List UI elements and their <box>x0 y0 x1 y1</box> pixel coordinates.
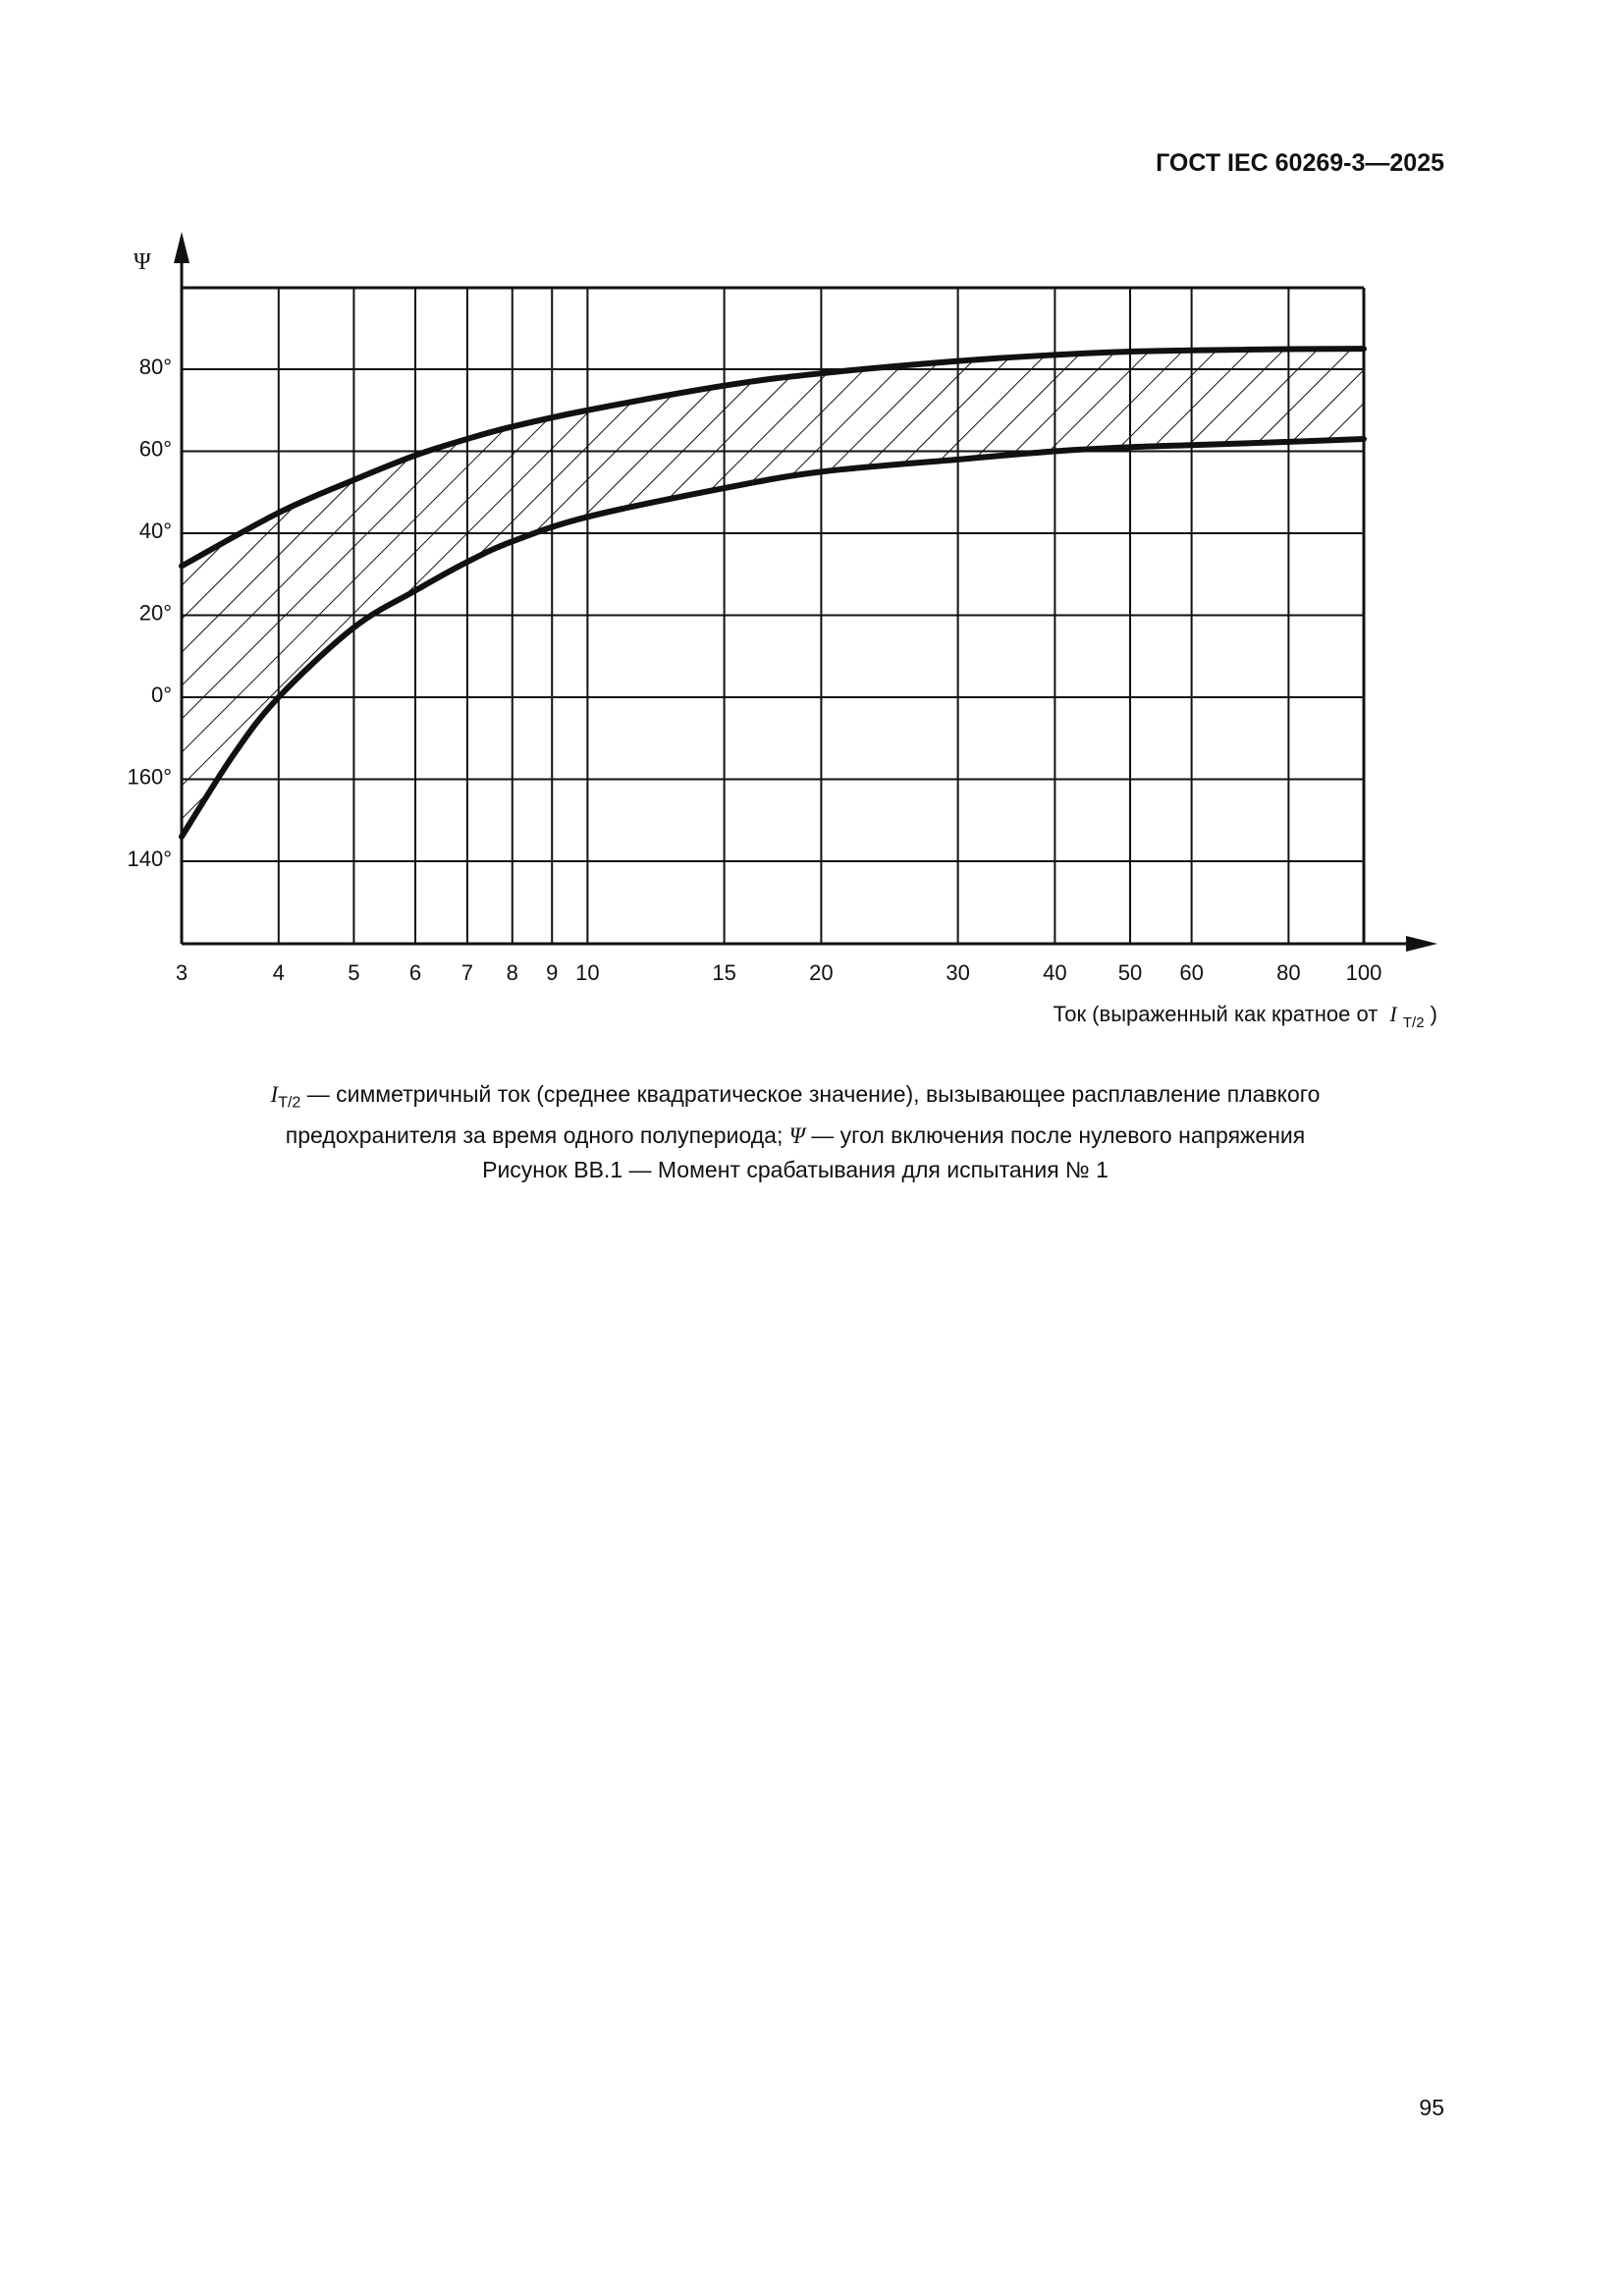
note-symbol-psi: Ψ <box>788 1122 805 1148</box>
x-axis-label-symbol: I <box>1389 1002 1397 1026</box>
hatched-band <box>182 349 1364 837</box>
figure <box>0 0 1623 1080</box>
hatched-area <box>182 349 1364 837</box>
x-tick-label: 80 <box>1276 960 1301 985</box>
chart <box>0 0 1623 1080</box>
x-axis-label-text: Ток (выраженный как кратное от <box>1053 1002 1379 1026</box>
x-tick-label: 4 <box>272 960 285 985</box>
y-tick-label: 60° <box>138 436 172 462</box>
y-axis-arrow <box>174 232 189 263</box>
y-tick-label: 80° <box>138 355 172 379</box>
y-axis-label: Ψ <box>134 249 151 275</box>
x-tick-label: 40 <box>1043 960 1067 985</box>
x-tick-label: 60 <box>1179 960 1204 985</box>
x-tick-label: 5 <box>348 960 360 985</box>
x-tick-label: 9 <box>546 960 559 985</box>
x-tick-label: 7 <box>460 960 474 985</box>
figure-caption: Рисунок ВВ.1 — Момент срабатывания для испытания № 1 <box>482 1157 1109 1182</box>
note-symbol-sub: T/2 <box>278 1094 301 1112</box>
x-tick-label: 6 <box>408 960 422 985</box>
figure-note <box>137 1078 1453 1152</box>
y-tick-label: 40° <box>138 519 172 543</box>
x-tick-label: 20 <box>809 960 834 985</box>
x-tick-label: 8 <box>506 960 518 985</box>
x-tick-label: 100 <box>1345 960 1382 985</box>
note-text-2: предохранителя за время одного полупериода; <box>285 1121 789 1148</box>
note-text-1: — симметричный ток (среднее квадратическое значение), вызывающее расплавление плавкого <box>300 1081 1321 1107</box>
x-tick-label: 10 <box>575 960 600 985</box>
note-symbol-i: I <box>270 1082 279 1107</box>
y-tick-label: 140° <box>127 847 172 871</box>
document-standard-header: ГОСТ IEC 60269-3—2025 <box>1156 149 1444 177</box>
y-tick-label: 0° <box>150 683 172 707</box>
x-axis-label-subscript: T/2 <box>1402 1014 1425 1031</box>
x-axis-label-close: ) <box>1430 1002 1437 1026</box>
x-tick-label: 15 <box>712 960 736 985</box>
x-tick-label: 3 <box>175 960 189 985</box>
page-number: 95 <box>1419 2095 1444 2120</box>
x-tick-label: 30 <box>946 960 970 985</box>
y-tick-label: 160° <box>127 764 172 790</box>
note-text-3: — угол включения после нулевого напряжения <box>804 1121 1306 1148</box>
y-tick-label: 20° <box>138 600 172 626</box>
x-axis-label <box>1053 1002 1437 1032</box>
x-tick-label: 50 <box>1117 960 1143 985</box>
x-axis-arrow <box>1406 936 1437 952</box>
